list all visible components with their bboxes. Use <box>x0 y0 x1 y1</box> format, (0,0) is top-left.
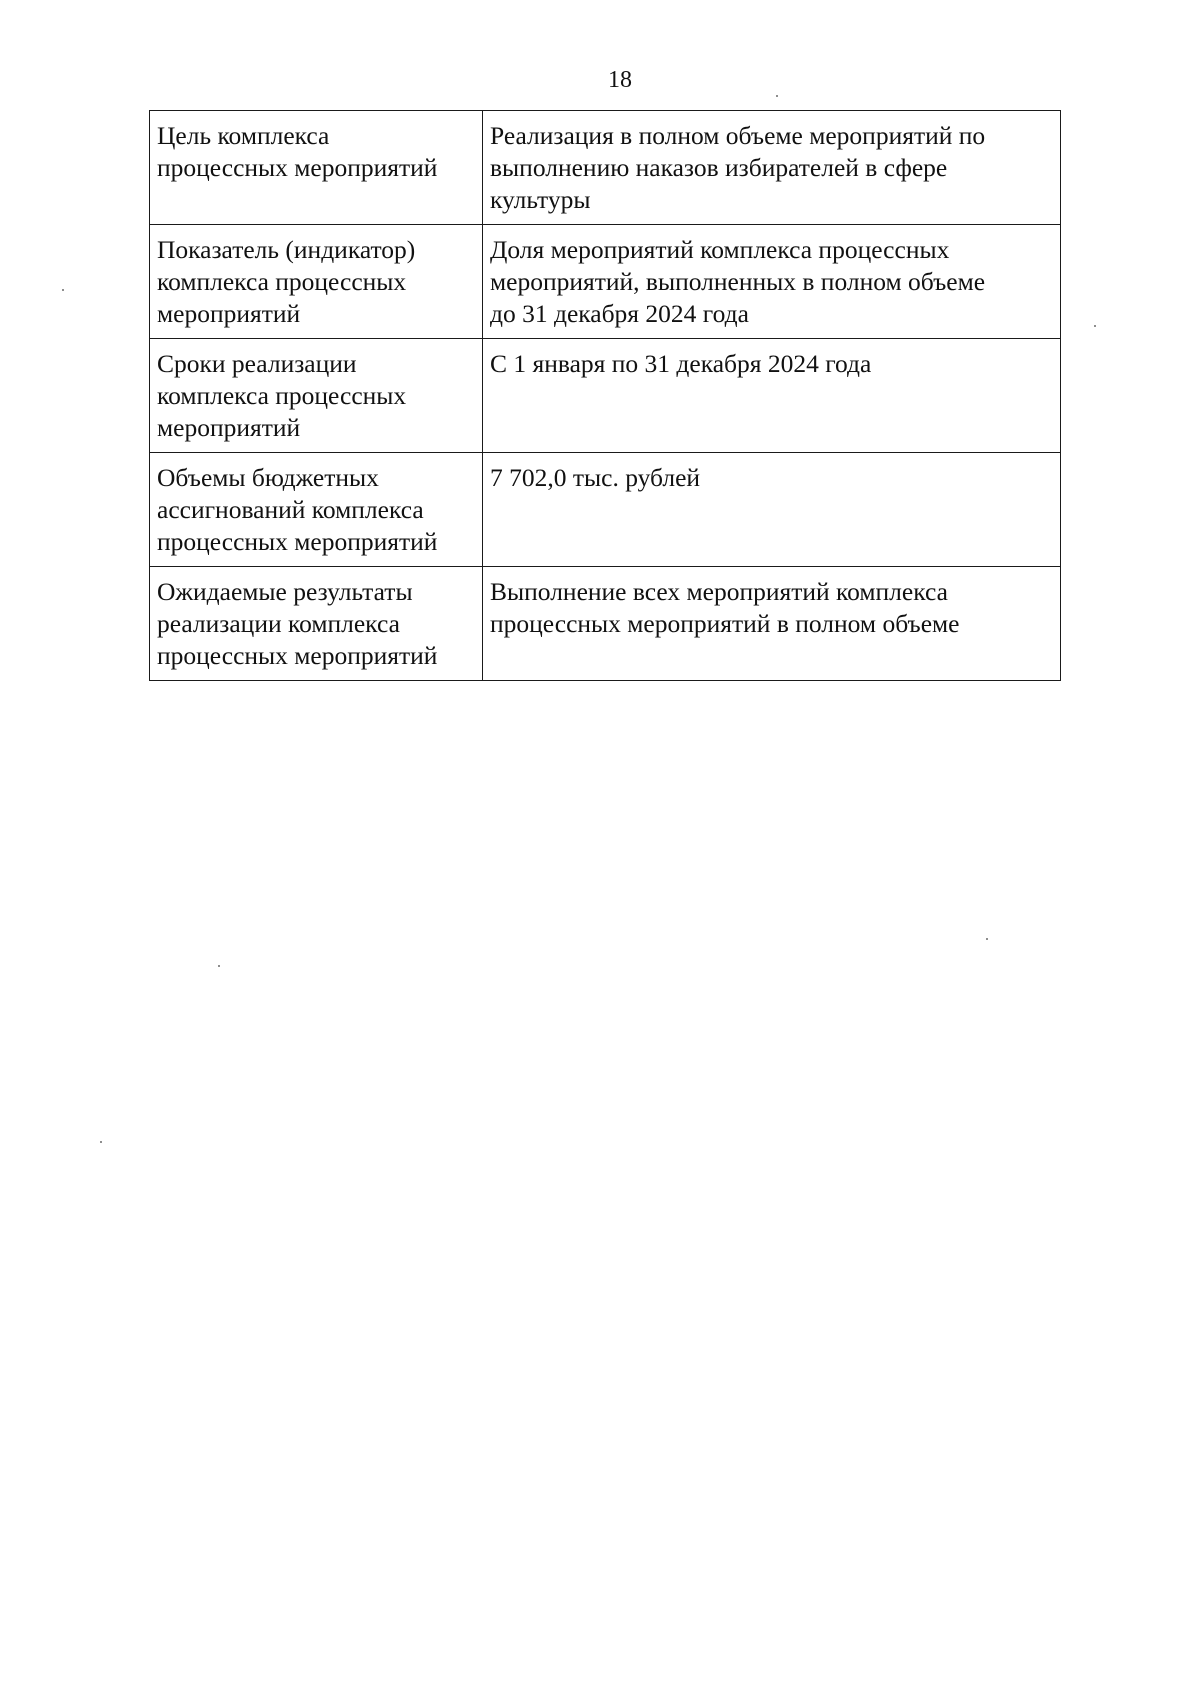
value-line: 7 702,0 тыс. рублей <box>490 463 701 492</box>
scan-speck <box>1094 325 1096 327</box>
value-line: Реализация в полном объеме мероприятий по <box>490 121 986 150</box>
value-line: выполнению наказов избирателей в сфере <box>490 153 948 182</box>
label-line: Сроки реализации <box>157 349 357 378</box>
value-line: Доля мероприятий комплекса процессных <box>490 235 950 264</box>
value-line: Выполнение всех мероприятий комплекса <box>490 577 948 606</box>
row-value <box>483 225 1061 339</box>
row-label <box>150 339 483 453</box>
table-row <box>150 567 1061 681</box>
row-label <box>150 453 483 567</box>
row-label <box>150 111 483 225</box>
page-number: 18 <box>608 67 632 93</box>
row-value <box>483 453 1061 567</box>
passport-table <box>149 110 1061 681</box>
label-line: Ожидаемые результаты <box>157 577 413 606</box>
value-line: процессных мероприятий в полном объеме <box>490 609 960 638</box>
scan-speck <box>62 289 64 291</box>
row-value <box>483 111 1061 225</box>
row-value <box>483 339 1061 453</box>
label-line: Цель комплекса <box>157 121 330 150</box>
value-line: С 1 января по 31 декабря 2024 года <box>490 349 872 378</box>
value-line: мероприятий, выполненных в полном объеме <box>490 267 986 296</box>
table-row <box>150 111 1061 225</box>
row-label <box>150 225 483 339</box>
value-line: до 31 декабря 2024 года <box>490 299 749 328</box>
label-line: комплекса процессных <box>157 267 407 296</box>
label-line: мероприятий <box>157 299 301 328</box>
label-line: мероприятий <box>157 413 301 442</box>
label-line: Объемы бюджетных <box>157 463 379 492</box>
label-line: процессных мероприятий <box>157 153 438 182</box>
scan-speck <box>218 965 220 967</box>
label-line: процессных мероприятий <box>157 641 438 670</box>
row-value <box>483 567 1061 681</box>
table-row <box>150 339 1061 453</box>
table-row <box>150 453 1061 567</box>
label-line: Показатель (индикатор) <box>157 235 416 264</box>
scan-speck <box>776 95 778 97</box>
value-line: культуры <box>490 185 591 214</box>
label-line: реализации комплекса <box>157 609 400 638</box>
scan-speck <box>986 938 988 940</box>
label-line: процессных мероприятий <box>157 527 438 556</box>
label-line: ассигнований комплекса <box>157 495 424 524</box>
row-label <box>150 567 483 681</box>
scan-speck <box>100 1141 102 1143</box>
label-line: комплекса процессных <box>157 381 407 410</box>
table-row <box>150 225 1061 339</box>
